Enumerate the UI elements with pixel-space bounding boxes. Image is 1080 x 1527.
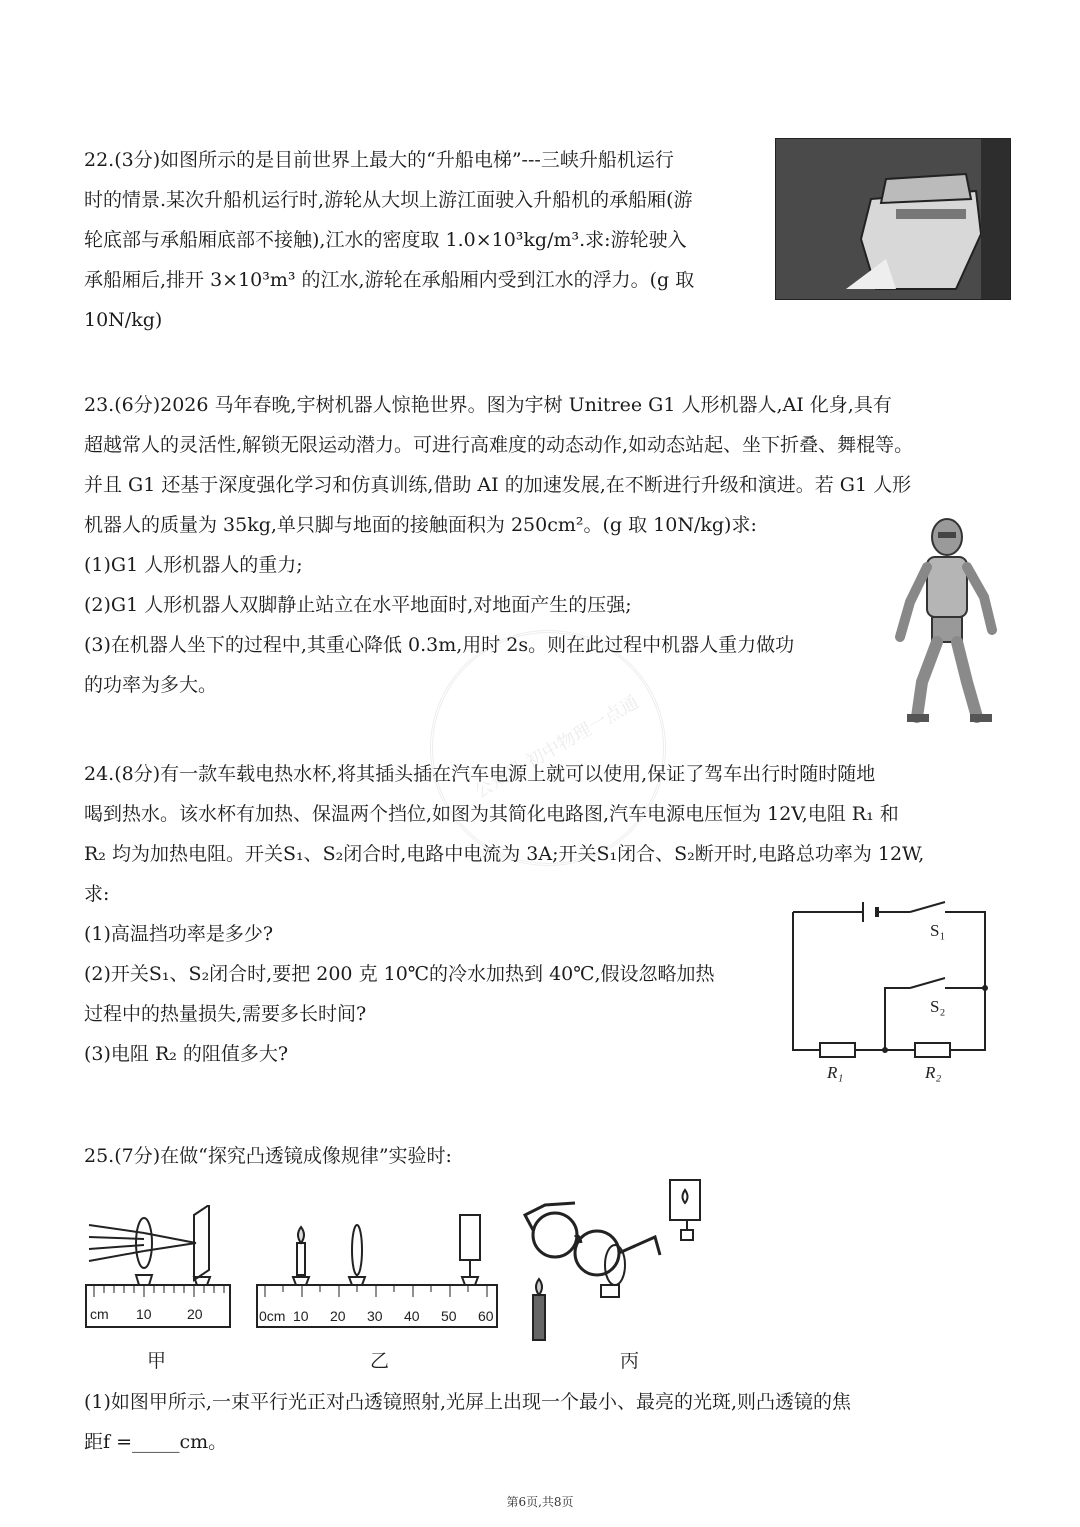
ruler-yi-tick: 20	[330, 1308, 346, 1324]
q22-line: 22.(3分)如图所示的是目前世界上最大的“升船电梯”---三峡升船机运行	[84, 149, 674, 171]
ship-lift-photo	[775, 138, 1011, 300]
candle-icon	[533, 1295, 545, 1340]
q25-sub1-line2: 距f =_____cm。	[84, 1431, 228, 1453]
resistor-r1	[820, 1043, 855, 1057]
question-25-title: 25.(7分)在做“探究凸透镜成像规律”实验时:	[84, 1145, 452, 1167]
ruler-jia-unit: cm	[90, 1306, 109, 1322]
q24-line: 过程中的热量损失,需要多长时间?	[84, 1003, 367, 1025]
question-22	[84, 140, 694, 340]
glasses-left-lens	[533, 1213, 577, 1257]
ruler-yi-tick: 10	[293, 1308, 309, 1324]
figure-jia-label: 甲	[147, 1350, 167, 1372]
circuit-diagram	[785, 900, 995, 1090]
q23-line: 的功率为多大。	[84, 674, 218, 696]
q23-line: 机器人的质量为 35kg,单只脚与地面的接触面积为 250cm²。(g 取 10N/kg)求:	[84, 514, 757, 536]
page-footer: 第6页,共8页	[506, 1495, 574, 1509]
q24-line: 24.(8分)有一款车载电热水杯,将其插头插在汽车电源上就可以使用,保证了驾车出行时随时随地	[84, 763, 876, 785]
resistor-r2	[915, 1043, 950, 1057]
q23-line: 超越常人的灵活性,解锁无限运动潜力。可进行高难度的动态动作,如动态站起、坐下折叠、舞棍等。	[84, 434, 914, 456]
q22-line: 时的情景.某次升船机运行时,游轮从大坝上游江面驶入升船机的承船厢(游	[84, 189, 693, 211]
resistor-r2-label: R₂	[925, 1063, 942, 1082]
ruler-yi-tick: 60	[478, 1308, 494, 1324]
figure-bing	[515, 1175, 725, 1345]
ruler-jia-tick: 10	[136, 1306, 152, 1322]
robot-icon	[892, 512, 1002, 727]
q24-line: (1)高温挡功率是多少?	[84, 923, 274, 945]
figure-bing-label: 丙	[620, 1350, 640, 1372]
q24-line: R₂ 均为加热电阻。开关S₁、S₂闭合时,电路中电流为 3A;开关S₁闭合、S₂断开时,电路总功率为 12W,	[84, 843, 925, 865]
ruler-jia-tick: 20	[187, 1306, 203, 1322]
switch-s2-label: S₂	[930, 997, 946, 1016]
figure-yi	[255, 1205, 505, 1335]
watermark-text: 公众号·初中物理一点通	[470, 691, 643, 803]
q24-line: 喝到热水。该水杯有加热、保温两个挡位,如图为其简化电路图,汽车电源电压恒为 12V,电阻 R₁ 和	[84, 803, 899, 825]
figure-yi-label: 乙	[370, 1350, 390, 1372]
q23-line: 23.(6分)2026 马年春晚,宇树机器人惊艳世界。图为宇树 Unitree G1 人形机器人,AI 化身,具有	[84, 394, 892, 416]
ruler-yi-tick: 30	[367, 1308, 383, 1324]
ship-icon	[776, 139, 1010, 299]
ruler-yi-tick: 40	[404, 1308, 420, 1324]
q25-sub1-line1: (1)如图甲所示,一束平行光正对凸透镜照射,光屏上出现一个最小、最亮的光斑,则凸透镜的焦	[84, 1391, 852, 1413]
q24-line: 求:	[84, 883, 110, 905]
q22-line: 轮底部与承船厢底部不接触),江水的密度取 1.0×10³kg/m³.求:游轮驶入	[84, 229, 687, 251]
ruler-yi-tick: 0cm	[259, 1308, 286, 1324]
switch-s1-label: S₁	[930, 921, 946, 940]
q22-line: 承船厢后,排开 3×10³m³ 的江水,游轮在承船厢内受到江水的浮力。(g 取	[84, 269, 695, 291]
q23-line: 并且 G1 还基于深度强化学习和仿真训练,借助 AI 的加速发展,在不断进行升级和演进。若 G1 人形	[84, 474, 912, 496]
q22-line: 10N/kg)	[84, 309, 163, 331]
q23-line: (1)G1 人形机器人的重力;	[84, 554, 303, 576]
q23-line: (2)G1 人形机器人双脚静止站立在水平地面时,对地面产生的压强;	[84, 594, 632, 616]
glasses-right-lens	[575, 1231, 619, 1275]
figure-jia	[84, 1205, 234, 1335]
ruler-yi-tick: 50	[441, 1308, 457, 1324]
resistor-r1-label: R₁	[827, 1063, 844, 1082]
q23-line: (3)在机器人坐下的过程中,其重心降低 0.3m,用时 2s。则在此过程中机器人重力做功	[84, 634, 795, 656]
q24-line: (2)开关S₁、S₂闭合时,要把 200 克 10℃的冷水加热到 40℃,假设忽略加热	[84, 963, 715, 985]
q24-line: (3)电阻 R₂ 的阻值多大?	[84, 1043, 289, 1065]
